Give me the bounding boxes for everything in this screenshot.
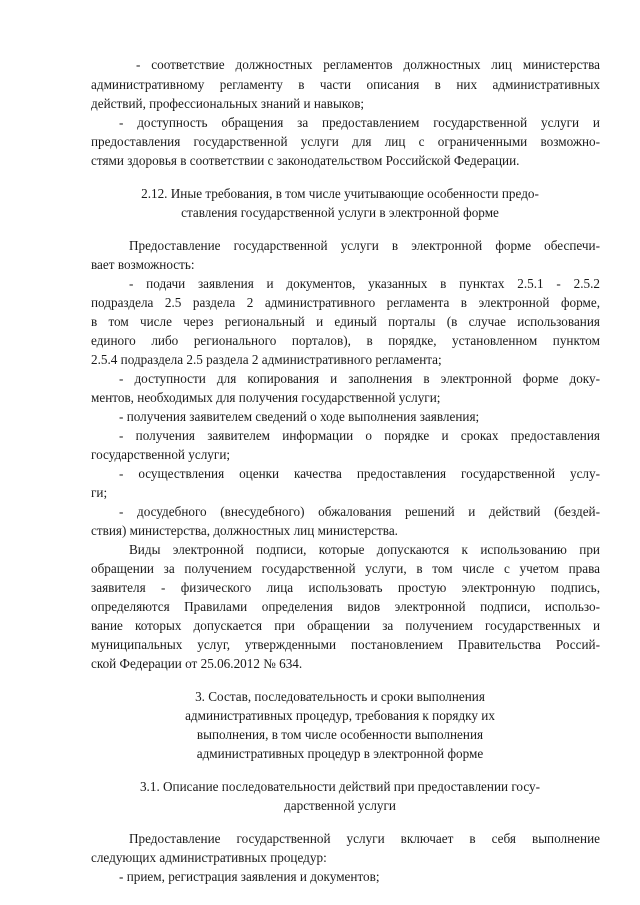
paragraph-line: государственной услуги; [91, 447, 231, 462]
paragraph-line: 2.5.4 подраздела 2.5 раздела 2 административного регламента; [91, 352, 442, 367]
paragraph-line: определяются Правилами определения видов электронной подписи, использо- [91, 599, 600, 614]
paragraph-line: подраздела 2.5 раздела 2 административного регламента в электронной форме, [91, 295, 600, 310]
paragraph-line: - соответствие должностных регламентов должностных лиц министерства [136, 57, 600, 72]
paragraph-line: муниципальных услуг, утвержденными постановлением Правительства Россий- [91, 637, 600, 652]
paragraph-line: в том числе через региональный и единый порталы (в случае использования [91, 314, 600, 329]
section-heading: ставления государственной услуги в электронной форме [181, 205, 499, 220]
subsection-heading: дарственной услуги [284, 798, 396, 813]
paragraph-line: Предоставление государственной услуги включает в себя выполнение [129, 831, 600, 846]
subsection-heading: 3.1. Описание последовательности действий при предоставлении госу- [139, 779, 541, 794]
paragraph-line: - прием, регистрация заявления и документов; [119, 869, 380, 884]
paragraph-line: ствия) министерства, должностных лиц министерства. [91, 523, 398, 538]
paragraph-line: ской Федерации от 25.06.2012 № 634. [91, 656, 303, 671]
paragraph-line: действий, профессиональных знаний и навыков; [91, 96, 365, 111]
paragraph-line: - осуществления оценки качества предоставления государственной услу- [119, 466, 600, 481]
paragraph-line: - доступность обращения за предоставлением государственной услуги и [119, 115, 600, 130]
paragraph-line: предоставления государственной услуги для лиц с ограниченными возможно- [91, 134, 600, 149]
paragraph-line: вает возможность: [91, 257, 195, 272]
section-heading: выполнения, в том числе особенности выполнения [196, 727, 484, 742]
paragraph-line: следующих административных процедур: [91, 850, 327, 865]
paragraph-line: административному регламенту в части описания в них административных [91, 77, 600, 92]
paragraph-line: - получения заявителем сведений о ходе выполнения заявления; [119, 409, 480, 424]
section-heading: административных процедур, требования к порядку их [185, 708, 495, 723]
paragraph-line: ментов, необходимых для получения государственной услуги; [91, 390, 441, 405]
paragraph-line: Виды электронной подписи, которые допускаются к использованию при [129, 542, 600, 557]
section-heading: административных процедур в электронной форме [196, 746, 484, 761]
paragraph-line: - подачи заявления и документов, указанных в пунктах 2.5.1 - 2.5.2 [129, 276, 600, 291]
paragraph-line: - досудебного (внесудебного) обжалования решений и действий (бездей- [119, 504, 600, 519]
paragraph-line: ги; [91, 485, 108, 500]
paragraph-line: вание которых допускается при обращении за получением государственных и [91, 618, 600, 633]
paragraph-line: заявителя - физического лица использовать простую электронную подпись, [91, 580, 600, 595]
paragraph-line: обращении за получением государственной услуги, в том числе с учетом права [91, 561, 600, 576]
paragraph-line: - получения заявителем информации о порядке и сроках предоставления [119, 428, 600, 443]
paragraph-line: стями здоровья в соответствии с законодательством Российской Федерации. [91, 153, 520, 168]
section-heading: 3. Состав, последовательность и сроки выполнения [195, 689, 485, 704]
paragraph-line: Предоставление государственной услуги в электронной форме обеспечи- [129, 238, 600, 253]
section-heading: 2.12. Иные требования, в том числе учитывающие особенности предо- [141, 186, 539, 201]
paragraph-line: единого либо регионального порталов), в порядке, установленном пунктом [91, 333, 600, 348]
paragraph-line: - доступности для копирования и заполнения в электронной форме доку- [119, 371, 600, 386]
